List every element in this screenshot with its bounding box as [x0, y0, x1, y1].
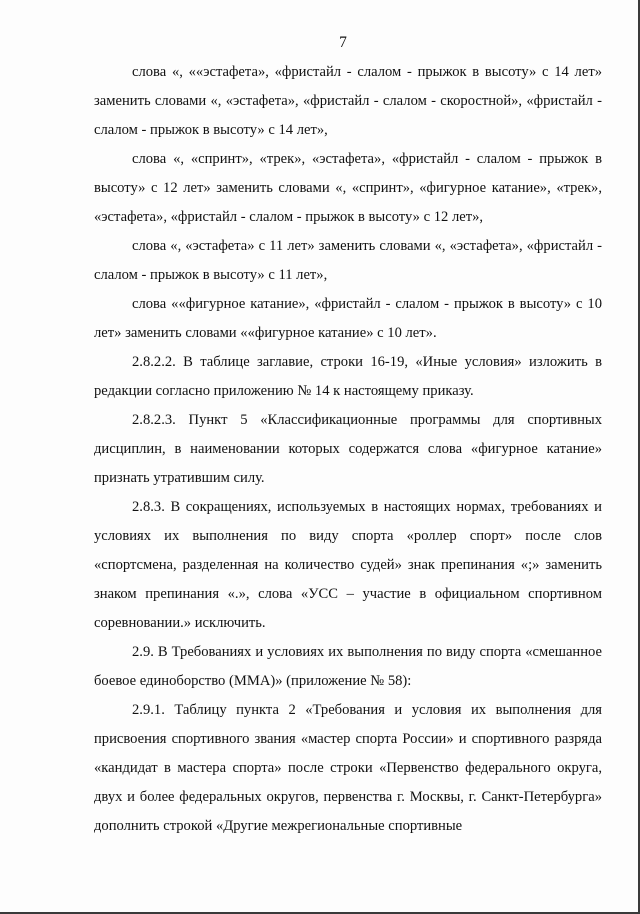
paragraph-2: слова «, «спринт», «трек», «эстафета», «фристайл - слалом - прыжок в высоту» с 12 лет» заменить словами «, «спринт», «фигурное катание», «трек», «эстафета», «фристайл - слалом - прыжок в высоту» с 12 лет»,: [94, 151, 602, 225]
paragraph-1: слова «, ««эстафета», «фристайл - слалом - прыжок в высоту» с 14 лет» заменить словами «, «эстафета», «фристайл - слалом - скоростной», «фристайл - слалом - прыжок в высоту» с 14 лет»,: [94, 64, 602, 138]
paragraph-2-8-3: 2.8.3. В сокращениях, используемых в настоящих нормах, требованиях и условиях их выполнения по виду спорта «роллер спорт» после слов «спортсмена, разделенная на количество судей» знак препинания «;» заменить знаком препинания «.», слова «УСС – участие в официальном спортивном соревновании.» исключить.: [94, 499, 602, 631]
page-number: 7: [339, 34, 347, 51]
paragraph-2-8-2-2: 2.8.2.2. В таблице заглавие, строки 16-19, «Иные условия» изложить в редакции согласно приложению № 14 к настоящему приказу.: [94, 354, 602, 399]
document-body: [94, 58, 602, 841]
paragraph-3: слова «, «эстафета» с 11 лет» заменить словами «, «эстафета», «фристайл - слалом - прыжок в высоту» с 11 лет»,: [94, 238, 602, 283]
paragraph-2-9-1: 2.9.1. Таблицу пункта 2 «Требования и условия их выполнения для присвоения спортивного звания «мастер спорта России» и спортивного разряда «кандидат в мастера спорта» после строки «Первенство федерального округа, двух и более федеральных округов, первенства г. Москвы, г. Санкт-Петербурга» дополнить строкой «Другие межрегиональные спортивные: [94, 702, 602, 834]
paragraph-2-8-2-3: 2.8.2.3. Пункт 5 «Классификационные программы для спортивных дисциплин, в наименовании которых содержатся слова «фигурное катание» признать утратившим силу.: [94, 412, 602, 486]
paragraph-2-9: 2.9. В Требованиях и условиях их выполнения по виду спорта «смешанное боевое единоборство (ММА)» (приложение № 58):: [94, 644, 602, 689]
paragraph-4: слова ««фигурное катание», «фристайл - слалом - прыжок в высоту» с 10 лет» заменить словами ««фигурное катание» с 10 лет».: [94, 296, 602, 341]
